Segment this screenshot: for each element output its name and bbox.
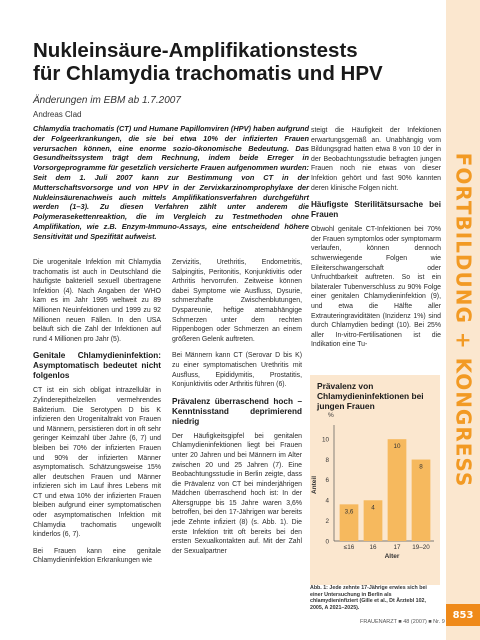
title-line-2: für Chlamydia trachomatis und HPV bbox=[33, 61, 383, 85]
chart-panel bbox=[310, 375, 440, 585]
text-column-3 bbox=[311, 126, 441, 357]
body-paragraph: Bei Frauen kann eine genitale Chlamydieninfektion Erkrankungen wie bbox=[33, 547, 161, 565]
y-tick-label: 4 bbox=[325, 497, 329, 505]
chart-bar bbox=[388, 439, 407, 541]
y-unit-label: % bbox=[328, 412, 334, 419]
body-paragraph: Der Häufigkeitsgipfel bei genitalen Chlamydieninfektionen liegt bei Frauen unter 20 Jahren und bei Männern im Alter zwischen 20 und 25 Jahren (7). Eine Beobachtungsstudie in Berlin zeigte, dass die Prävalenz von CT bei minderjährigen Mädchen überraschend hoch ist: In der Altersgruppe bis 15 Jahre waren 3,6% betroffen, bei den 17-Jährigen war bereits jede Zehnte infiziert (8) (s. Abb. 1). Die erste Infektion tritt oft bereits bei den ersten Sexualkontakten auf. Mit der Zahl der Sexualpartner bbox=[172, 432, 302, 555]
body-paragraph: steigt die Häufigkeit der Infektionen erwartungsgemäß an. Unabhängig vom Bildungsgrad hatten etwa 8 von 10 der in der Beobachtungsstudie befragten jungen Frauen noch nie etwas von dieser Infektion gehört und fast 90% kannten deren klinische Folgen nicht. bbox=[311, 127, 441, 192]
y-axis-label: Anteil bbox=[311, 475, 318, 495]
chart-bar bbox=[412, 460, 431, 541]
section-label bbox=[452, 40, 474, 600]
article-subtitle: Änderungen im EBM ab 1.7.2007 bbox=[33, 95, 181, 106]
x-tick-label: ≤16 bbox=[343, 544, 355, 551]
bar-value-label: 10 bbox=[393, 443, 401, 451]
body-paragraph: CT ist ein sich obligat intrazellulär in Zylinderepithelzellen vermehrendes Bakterium. Die Serotypen D bis K infizieren den Urogenitaltrakt von Frauen und Männern, persistieren dort in oft sehr geringer Keimzahl über Jahre (6, 7) und bleiben bei 70% der infizierten Frauen und 90% der infizierten Männer asymptomatisch. Schätzungsweise 15% aller deutschen Frauen und Männer infizieren sich im Lauf ihres Lebens mit CT und etwa 10% der infizierten Frauen bleiben aufgrund einer symptomatischen oder asymptomatischen Infektion mit Chlamydia trachomatis ungewollt kinderlos (6, 7). bbox=[33, 387, 161, 539]
text-column-1 bbox=[33, 258, 161, 573]
body-paragraph: Zervizitis, Urethritis, Endometritis, Salpingitis, Peritonitis, Konjunktivitis oder Arthritis hervorrufen. Zeitweise können dabei Symptome wie Ausfluss, Dysurie, schmerzhafte Zwischenblutungen, Dyspareunie, heftige atemabhängige Schmerzen unter dem rechten Rippenbogen oder Schmerzen an einem größeren Gelenk auftreten. bbox=[172, 259, 302, 343]
body-paragraph: Obwohl genitale CT-Infektionen bei 70% der Frauen symptomlos oder symptomarm verlaufen, können dennoch schwerwiegende Folgen wie Eileiterschwangerschaft oder Unfruchtbarkeit auftreten. So ist ein bilateraler Tubenverschluss zu 90% Folge einer genitalen Chlamydieninfektion (9), und etwa die Hälfte aller Extrauteringraviditäten (Inzidenz 1%) sind durch Chlamydien bedingt (10). Bei 25% aller In-vitro-Fertilisationen ist die Indikation eine Tu- bbox=[311, 226, 441, 349]
bar-value-label: 3,6 bbox=[344, 508, 354, 516]
y-tick-label: 8 bbox=[325, 456, 329, 464]
x-tick-label: 16 bbox=[369, 544, 377, 551]
bar-value-label: 4 bbox=[371, 504, 375, 512]
x-tick-label: 19–20 bbox=[412, 544, 430, 551]
text-column-2 bbox=[172, 258, 302, 563]
y-tick-label: 10 bbox=[321, 436, 329, 444]
bar-value-label: 8 bbox=[419, 463, 423, 471]
y-tick-label: 6 bbox=[325, 477, 329, 485]
lead-paragraph: Chlamydia trachomatis (CT) und Humane Papillomviren (HPV) haben aufgrund der Folgeerkrankungen, die sie bei etwa 10% der infizierten Frauen verursachen können, eine enorme sozio-ökonomische Bedeutung. Das Gesundheitssystem trägt dem Rechnung, indem beide Erreger in Vorsorgeprogramme für gesetzlich versicherte Frauen aufgenommen wurden: Seit dem 1. Juli 2007 kann zur Bestimmung von CT in der Mutterschaftsvorsorge und von HPV in der Zervixkarzinomprophylaxe der Nukleinsäurenachweis auch mittels Amplifikationsverfahren durchgeführt werden (1–3). Zu diesen Verfahren zählt unter anderem die Polymerasekettenreaktion, die im Vergleich zu Testmethoden ohne Amplifikation, wie z.B. Enzym-Immuno-Assays, eine entscheidend höhere Sensitivität und Spezifität aufweist. bbox=[33, 124, 309, 241]
section-label-text: FORTBILDUNG + KONGRESS bbox=[451, 152, 475, 488]
section-heading: Genitale Chlamydieninfektion: Asymptomatisch bedeutet nicht folgenlos bbox=[33, 351, 161, 381]
page-number: 853 bbox=[446, 604, 480, 626]
y-tick-label: 0 bbox=[325, 538, 329, 546]
chart-title: Prävalenz von Chlamydieninfektionen bei jungen Frauen bbox=[317, 381, 424, 411]
body-paragraph: Bei Männern kann CT (Serovar D bis K) zu einer symptomatischen Urethritis mit Ausfluss, Epididymitis, Prostatitis, Konjunktivitis oder Arthritis führen (6). bbox=[172, 352, 302, 389]
section-heading: Häufigste Sterilitätsursache bei Frauen bbox=[311, 200, 441, 220]
journal-footer: FRAUENARZT ■ 48 (2007) ■ Nr. 9 bbox=[360, 619, 445, 625]
section-heading: Prävalenz überraschend hoch – Kenntnisstand deprimierend niedrig bbox=[172, 396, 302, 426]
prevalence-bar-chart bbox=[310, 412, 440, 567]
x-tick-label: 17 bbox=[393, 544, 401, 551]
x-axis-label: Alter bbox=[384, 553, 400, 560]
y-tick-label: 2 bbox=[325, 517, 329, 525]
article-title bbox=[33, 40, 443, 85]
figure-caption: Abb. 1: Jede zehnte 17-Jährige erwies sich bei einer Untersuchung in Berlin als chlamydieninfiziert (Gille et al., Dt Ärztebl 102, 2005, A 2021–2025). bbox=[310, 585, 427, 611]
body-paragraph: Die urogenitale Infektion mit Chlamydia trachomatis ist auch in Deutschland die häufigste bakteriell sexuell übertragene Infektion (4). Nach Angaben der WHO kam es im Jahr 1995 weltweit zu 89 Millionen Neuinfektionen und 1999 zu 92 Millionen neuen Fällen. In den USA beläuft sich die Zahl der Infektionen auf rund 4 Millionen pro Jahr (5). bbox=[33, 259, 161, 343]
title-line-1: Nukleinsäure-Amplifikationstests bbox=[33, 39, 358, 62]
author-name: Andreas Clad bbox=[33, 110, 82, 119]
